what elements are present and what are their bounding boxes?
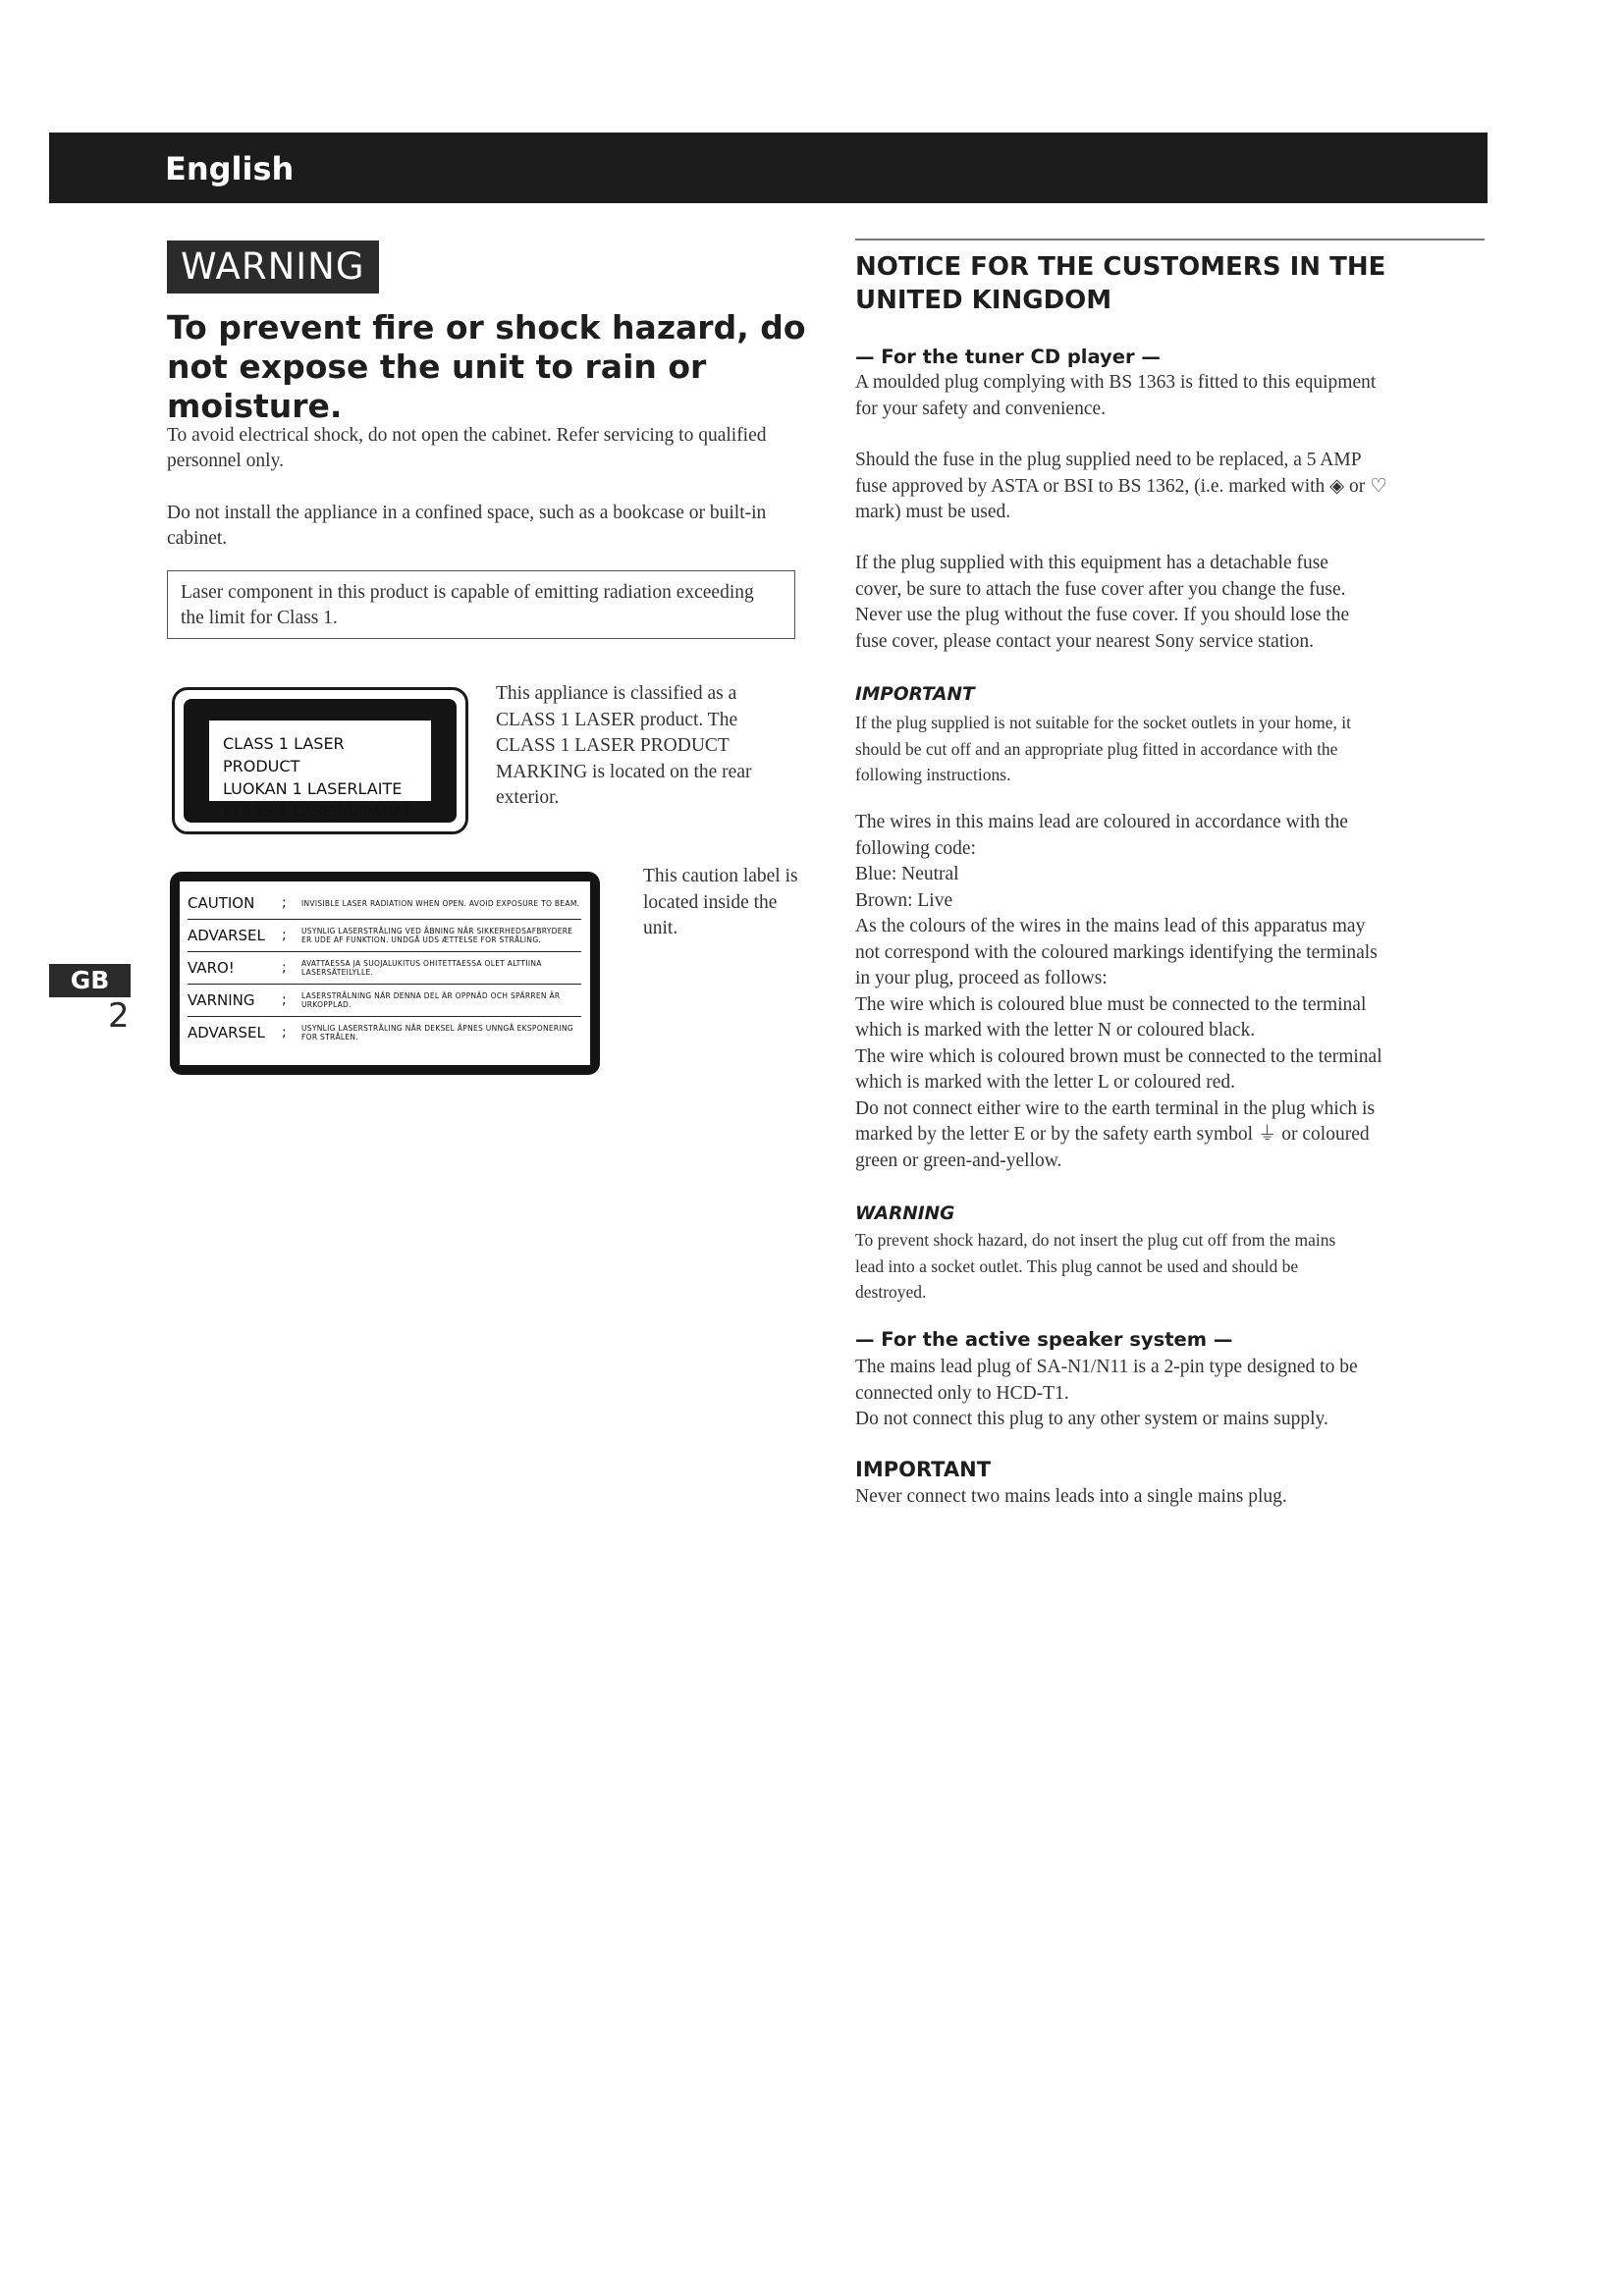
tuner-paragraph-1: A moulded plug complying with BS 1363 is fitted to this equipment for your safety and convenience. <box>855 372 1377 419</box>
caution-value: INVISIBLE LASER RADIATION WHEN OPEN. AVOID EXPOSURE TO BEAM. <box>301 898 580 908</box>
caution-value: USYNLIG LASERSTRÅLING NÅR DEKSEL ÅPNES UNNGÅ EKSPONERING FOR STRÅLEN. <box>301 1024 573 1041</box>
caution-key: VARNING <box>188 991 255 1009</box>
speaker-heading: — For the active speaker system — <box>855 1328 1233 1351</box>
installation-paragraph: Do not install the appliance in a confined space, such as a bookcase or built-in cabinet. <box>167 503 767 549</box>
caution-value: AVATTAESSA JA SUOJALUKITUS OHITETTAESSA OLET ALTTIINA LASERSÄTEILYLLE. <box>301 959 542 977</box>
page-number: 2 <box>108 996 130 1036</box>
main-heading: To prevent fire or shock hazard, do not expose the unit to rain or moisture. <box>167 308 806 425</box>
caution-key: VARO! <box>188 959 235 977</box>
caution-key: CAUTION <box>188 894 255 912</box>
header-bar <box>49 133 1488 203</box>
caution-value: LASERSTRÅLNING NÄR DENNA DEL ÄR OPPNÄD OCH SPÄRREN ÄR URKOPPLAD. <box>301 991 561 1009</box>
caution-key: ADVARSEL <box>188 927 265 944</box>
caution-row: ADVARSEL ; USYNLIG LASERSTRÅLING NÅR DEKSEL ÅPNES UNNGÅ EKSPONERING FOR STRÅLEN. <box>188 1017 581 1048</box>
language-title: English <box>165 150 295 187</box>
class1-laser-label <box>172 687 468 834</box>
speaker-paragraph: The mains lead plug of SA-N1/N11 is a 2-pin type designed to be connected only to HCD-T1. Do not connect this plug to any other system or mains supply. <box>855 1357 1358 1429</box>
caution-value: USYNLIG LASERSTRÅLING VED ÅBNING NÅR SIKKERHEDSAFBRYDERE ER UDE AF FUNKTION. UNDGÅ UDS ÆTTELSE FOR STRÅLING. <box>301 927 573 944</box>
important-paragraph: If the plug supplied is not suitable for the socket outlets in your home, it should be cut off and an appropriate plug fitted in accordance with the following instructions. <box>855 713 1351 784</box>
region-badge: GB <box>49 964 131 997</box>
important-heading-2: IMPORTANT <box>855 1458 992 1481</box>
caution-label <box>170 872 600 1075</box>
caution-description: This caution label is located inside the unit. <box>643 866 798 938</box>
caution-row: CAUTION ; INVISIBLE LASER RADIATION WHEN OPEN. AVOID EXPOSURE TO BEAM. <box>188 887 581 920</box>
caution-key: ADVARSEL <box>188 1024 265 1041</box>
class1-description: This appliance is classified as a CLASS 1 LASER product. The CLASS 1 LASER PRODUCT MARKING is located on the rear exterior. <box>496 683 752 808</box>
tuner-paragraph-2: Should the fuse in the plug supplied need to be replaced, a 5 AMP fuse approved by ASTA or BSI to BS 1362, (i.e. marked with ◈ or ♡ mark) must be used. <box>855 450 1387 522</box>
important-paragraph-2: Never connect two mains leads into a single mains plug. <box>855 1486 1287 1507</box>
notice-title: NOTICE FOR THE CUSTOMERS IN THE UNITED KINGDOM <box>855 252 1386 315</box>
warning-badge: WARNING <box>167 240 379 294</box>
warning-heading: WARNING <box>855 1203 955 1224</box>
section-divider <box>855 239 1485 240</box>
caution-row: VARO! ; AVATTAESSA JA SUOJALUKITUS OHITETTAESSA OLET ALTTIINA LASERSÄTEILYLLE. <box>188 952 581 985</box>
tuner-paragraph-3: If the plug supplied with this equipment has a detachable fuse cover, be sure to attach the fuse cover after you change the fuse. Never use the plug without the fuse cover. If you should lose the fuse cover, please contact your nearest Sony service station. <box>855 553 1350 652</box>
class-label-line: CLASS 1 LASER PRODUCT <box>223 734 345 775</box>
caution-row: VARNING ; LASERSTRÅLNING NÄR DENNA DEL ÄR OPPNÄD OCH SPÄRREN ÄR URKOPPLAD. <box>188 985 581 1017</box>
important-heading: IMPORTANT <box>855 684 975 705</box>
class-label-line: LUOKAN 1 LASERLAITE <box>223 779 403 798</box>
warning-paragraph: To prevent shock hazard, do not insert the plug cut off from the mains lead into a socket outlet. This plug cannot be used and should be destroyed. <box>855 1230 1336 1302</box>
electrical-shock-paragraph: To avoid electrical shock, do not open the cabinet. Refer servicing to qualified personnel only. <box>167 425 767 471</box>
class-label-line: KLASS 1 LASERAPPARAT <box>223 802 412 821</box>
tuner-heading: — For the tuner CD player — <box>855 346 1161 368</box>
laser-notice-box: Laser component in this product is capable of emitting radiation exceeding the limit for Class 1. <box>167 570 795 639</box>
wires-paragraph: The wires in this mains lead are coloured in accordance with the following code: Blue: Neutral Brown: Live As the colours of the wires in the mains lead of this apparatus may not correspond with the coloured markings identifying the terminals in your plug, proceed as follows: The wire which is coloured blue must be connected to the terminal which is marked with the letter N or coloured black. The wire which is coloured brown must be connected to the terminal which is marked with the letter L or coloured red. Do not connect either wire to the earth terminal in the plug which is marked by the letter E or by the safety earth symbol ⏚ or coloured green or green-and-yellow. <box>855 812 1382 1171</box>
caution-row: ADVARSEL ; USYNLIG LASERSTRÅLING VED ÅBNING NÅR SIKKERHEDSAFBRYDERE ER UDE AF FUNKTION. UNDGÅ UDS ÆTTELSE FOR STRÅLING. <box>188 920 581 952</box>
